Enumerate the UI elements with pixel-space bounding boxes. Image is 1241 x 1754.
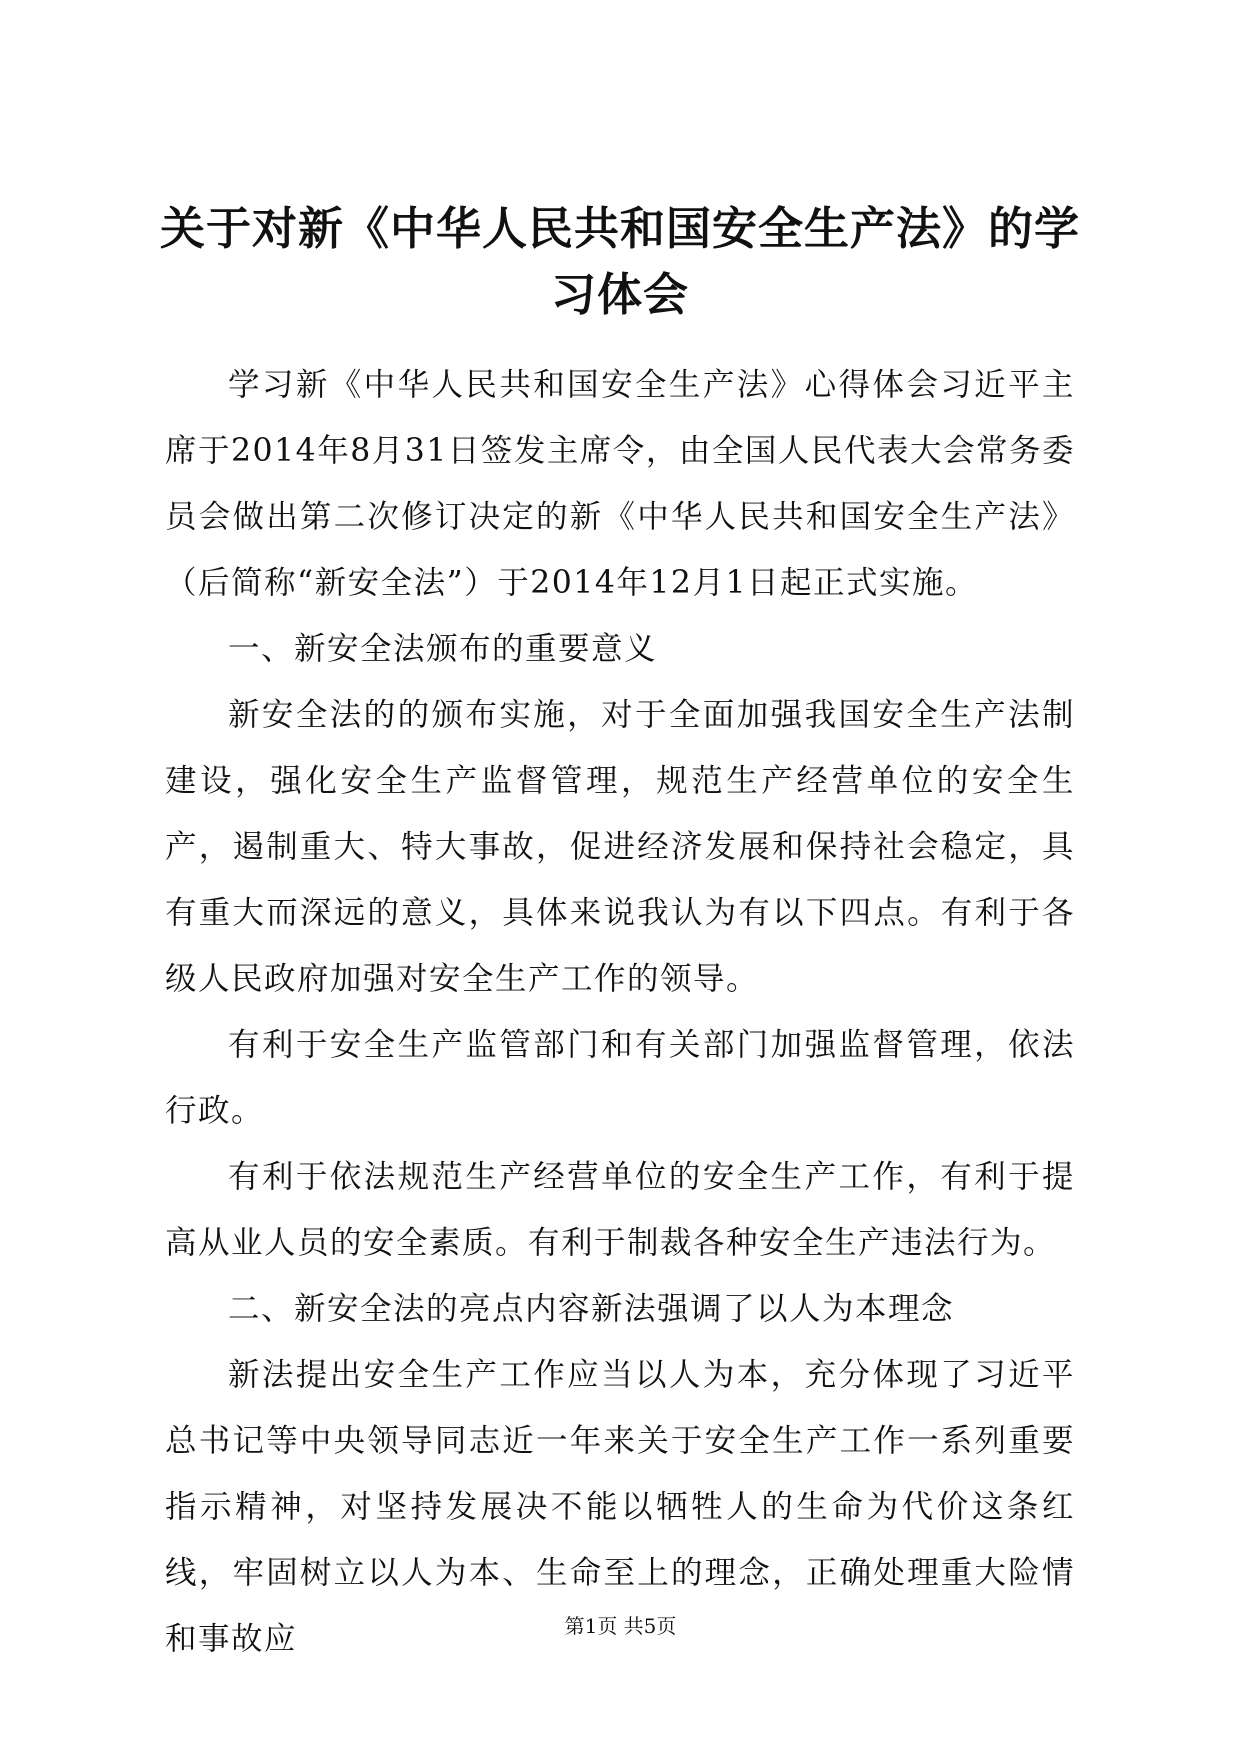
paragraph-supervision: 有利于安全生产监管部门和有关部门加强监督管理，依法行政。 [165,1027,1075,1129]
paragraph-people-first: 新法提出安全生产工作应当以人为本，充分体现了习近平总书记等中央领导同志近一年来关于安全生产工作一系列重要指示精神，对坚持发展决不能以牺牲人的生命为代价这条红线，牢固树立以人为本、生命至上的理念，正确处理重大险情和事故应 [165,1357,1075,1657]
section-heading-2: 二、新安全法的亮点内容新法强调了以人为本理念 [228,1291,955,1327]
paragraph-intro: 学习新《中华人民共和国安全生产法》心得体会习近平主席于2014年8月31日签发主席令，由全国人民代表大会常务委员会做出第二次修订决定的新《中华人民共和国安全生产法》（后简称“新安全法”）于2014年12月1日起正式实施。 [165,367,1075,601]
paragraph-significance: 新安全法的的颁布实施，对于全面加强我国安全生产法制建设，强化安全生产监督管理，规范生产经营单位的安全生产，遏制重大、特大事故，促进经济发展和保持社会稳定，具有重大而深远的意义，具体来说我认为有以下四点。有利于各级人民政府加强对安全生产工作的领导。 [165,697,1075,997]
section-heading-1: 一、新安全法颁布的重要意义 [228,631,658,667]
page-number-footer: 第1页 共5页 [564,1614,677,1638]
document-title: 关于对新《中华人民共和国安全生产法》的学习体会 [159,202,1080,321]
paragraph-regulation: 有利于依法规范生产经营单位的安全生产工作，有利于提高从业人员的安全素质。有利于制裁各种安全生产违法行为。 [165,1159,1075,1261]
document-body [165,352,1075,1672]
